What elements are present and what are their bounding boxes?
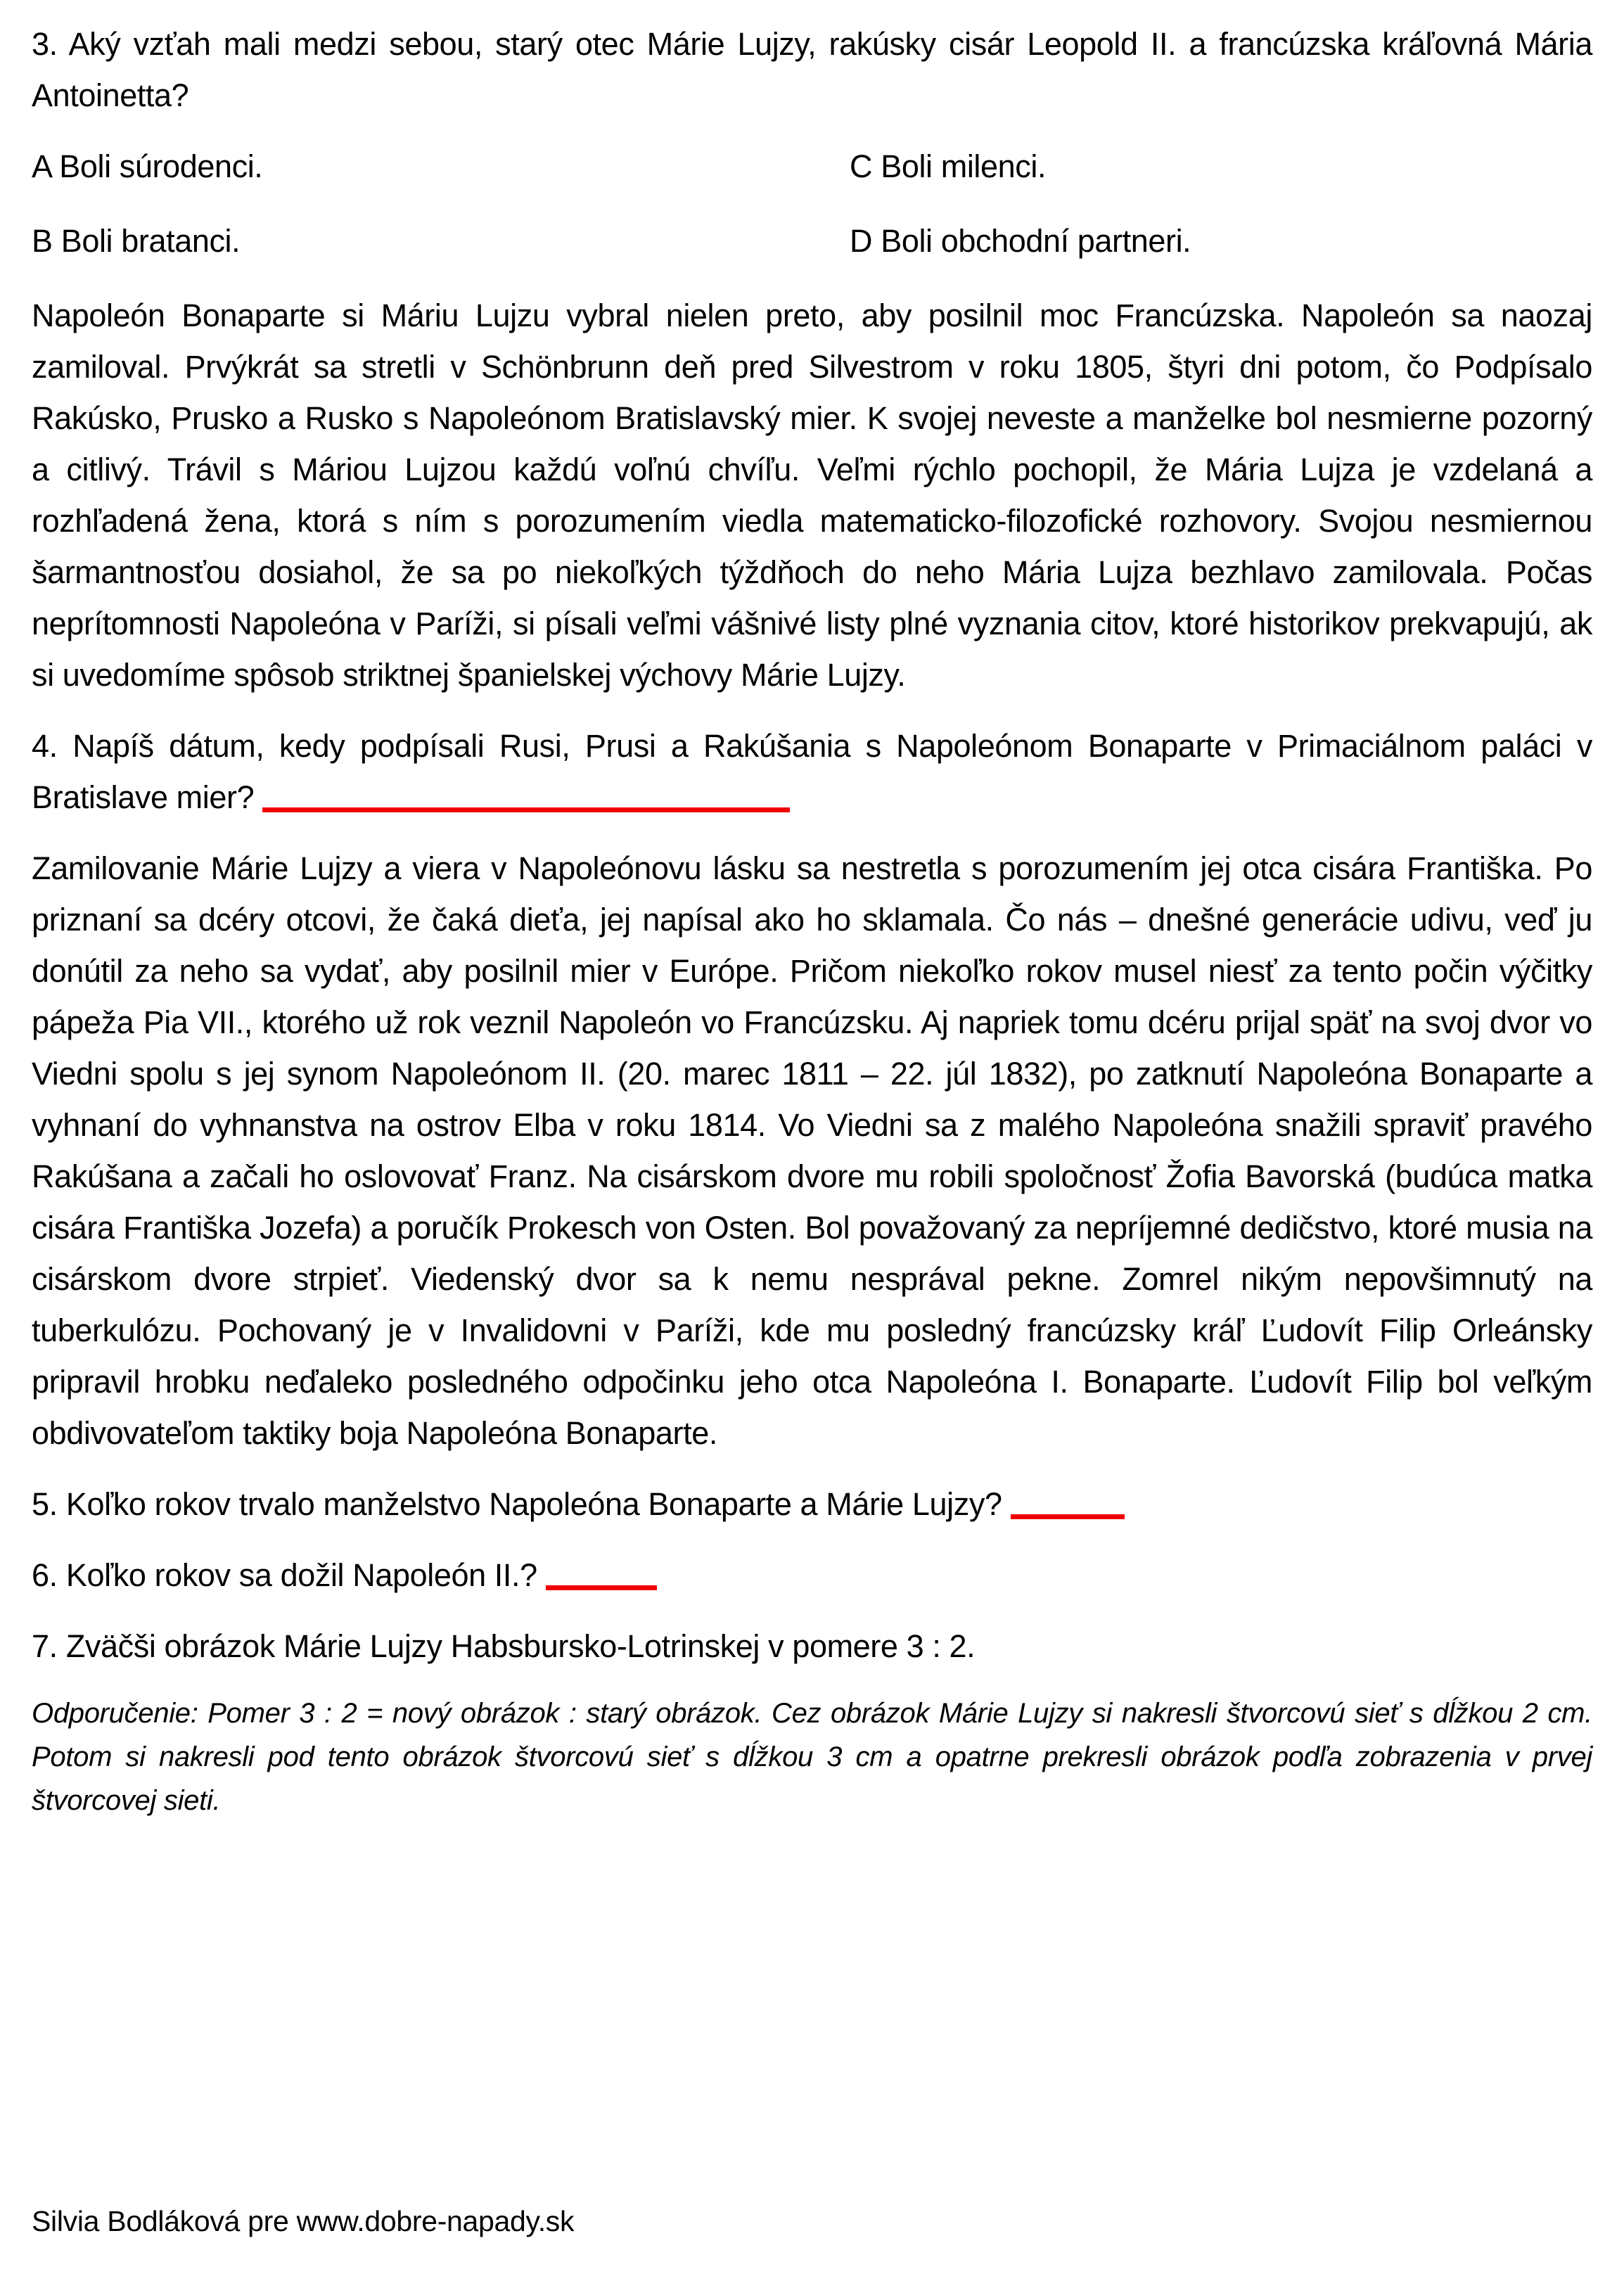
- option-d: D Boli obchodní partneri.: [850, 223, 1191, 259]
- paragraph-napoleon-ii: Zamilovanie Márie Lujzy a viera v Napoleónovu lásku sa nestretla s porozumením jej otca cisára Františka. Po priznaní sa dcéry otcovi, že čaká dieťa, jej napísal ako ho sklamala. Čo nás – dnešné generácie udivu, veď ju donútil za neho sa vydať, aby posilnil mier v Európe. Pričom niekoľko rokov musel niesť za tento počin výčitky pápeža Pia VII., ktorého už rok veznil Napoleón vo Francúzsku. Aj napriek tomu dcéru prijal späť na svoj dvor vo Viedni spolu s jej synom Napoleónom II. (20. marec 1811 – 22. júl 1832), po zatknutí Napoleóna Bonaparte a vyhnaní do vyhnanstva na ostrov Elba v roku 1814. Vo Viedni sa z malého Napoleóna snažili spraviť pravého Rakúšana a začali ho oslovovať Franz. Na cisárskom dvore mu robili spoločnosť Žofia Bavorská (budúca matka cisára Františka Jozefa) a poručík Prokesch von Osten. Bol považovaný za nepríjemné dedičstvo, ktoré musia na cisárskom dvore strpieť. Viedenský dvor sa k nemu nesprával pekne. Zomrel nikým nepovšimnutý na tuberkulózu. Pochovaný je v Invalidovni v Paríži, kde mu posledný francúzsky kráľ Ľudovít Filip Orleánsky pripravil hrobku neďaleko posledného odpočinku jeho otca Napoleóna I. Bonaparte. Ľudovít Filip bol veľkým obdivovateľom taktiky boja Napoleóna Bonaparte.: [32, 850, 1592, 1451]
- option-a: A Boli súrodenci.: [32, 148, 263, 184]
- question-6-text: 6. Koľko rokov sa dožil Napoleón II.?: [32, 1557, 537, 1593]
- option-b: B Boli bratanci.: [32, 223, 241, 259]
- paragraph-napoleon-marriage: Napoleón Bonaparte si Máriu Lujzu vybral nielen preto, aby posilnil moc Francúzska. Napoleón sa naozaj zamiloval. Prvýkrát sa stretli v Schönbrunn deň pred Silvestrom v roku 1805, štyri dni potom, čo Podpísalo Rakúsko, Prusko a Rusko s Napoleónom Bratislavský mier. K svojej neveste a manželke bol nesmierne pozorný a citlivý. Trávil s Máriou Lujzou každú voľnú chvíľu. Veľmi rýchlo pochopil, že Mária Lujza je vzdelaná a rozhľadená žena, ktorá s ním s porozumením viedla matematicko-filozofické rozhovory. Svojou nesmiernou šarmantnosťou dosiahol, že sa po niekoľkých týždňoch do neho Mária Lujza bezhlavo zamilovala. Počas neprítomnosti Napoleóna v Paríži, si písali veľmi vášnivé listy plné vyznania citov, ktoré historikov prekvapujú, ak si uvedomíme spôsob striktnej španielskej výchovy Márie Lujzy.: [32, 298, 1592, 693]
- question-5-text: 5. Koľko rokov trvalo manželstvo Napoleóna Bonaparte a Márie Lujzy?: [32, 1486, 1002, 1522]
- recommendation-note: Odporučenie: Pomer 3 : 2 = nový obrázok : starý obrázok. Cez obrázok Márie Lujzy si nakresli štvorcovú sieť s dĺžkou 2 cm. Potom si nakresli pod tento obrázok štvorcovú sieť s dĺžkou 3 cm a opatrne prekresli obrázok podľa zobrazenia v prvej štvorcovej sieti.: [32, 1698, 1592, 1816]
- question-4: [32, 720, 1592, 823]
- question-4-text: 4. Napíš dátum, kedy podpísali Rusi, Prusi a Rakúšania s Napoleónom Bonaparte v Primaciálnom paláci v Bratislave mier?: [32, 728, 1592, 815]
- answer-blank-q4[interactable]: [262, 807, 790, 812]
- question-5: [32, 1478, 1592, 1530]
- footer-credit: Silvia Bodláková pre www.dobre-napady.sk: [32, 2205, 575, 2237]
- answer-blank-q5[interactable]: [1011, 1514, 1125, 1519]
- answer-blank-q6[interactable]: [546, 1585, 657, 1590]
- question-3: 3. Aký vzťah mali medzi sebou, starý otec Márie Lujzy, rakúsky cisár Leopold II. a francúzska kráľovná Mária Antoinetta?: [32, 26, 1592, 113]
- option-c: C Boli milenci.: [850, 148, 1047, 184]
- question-6: [32, 1549, 1592, 1601]
- question-7: 7. Zväčši obrázok Márie Lujzy Habsbursko-Lotrinskej v pomere 3 : 2.: [32, 1628, 976, 1664]
- question-3-options: [32, 141, 1592, 267]
